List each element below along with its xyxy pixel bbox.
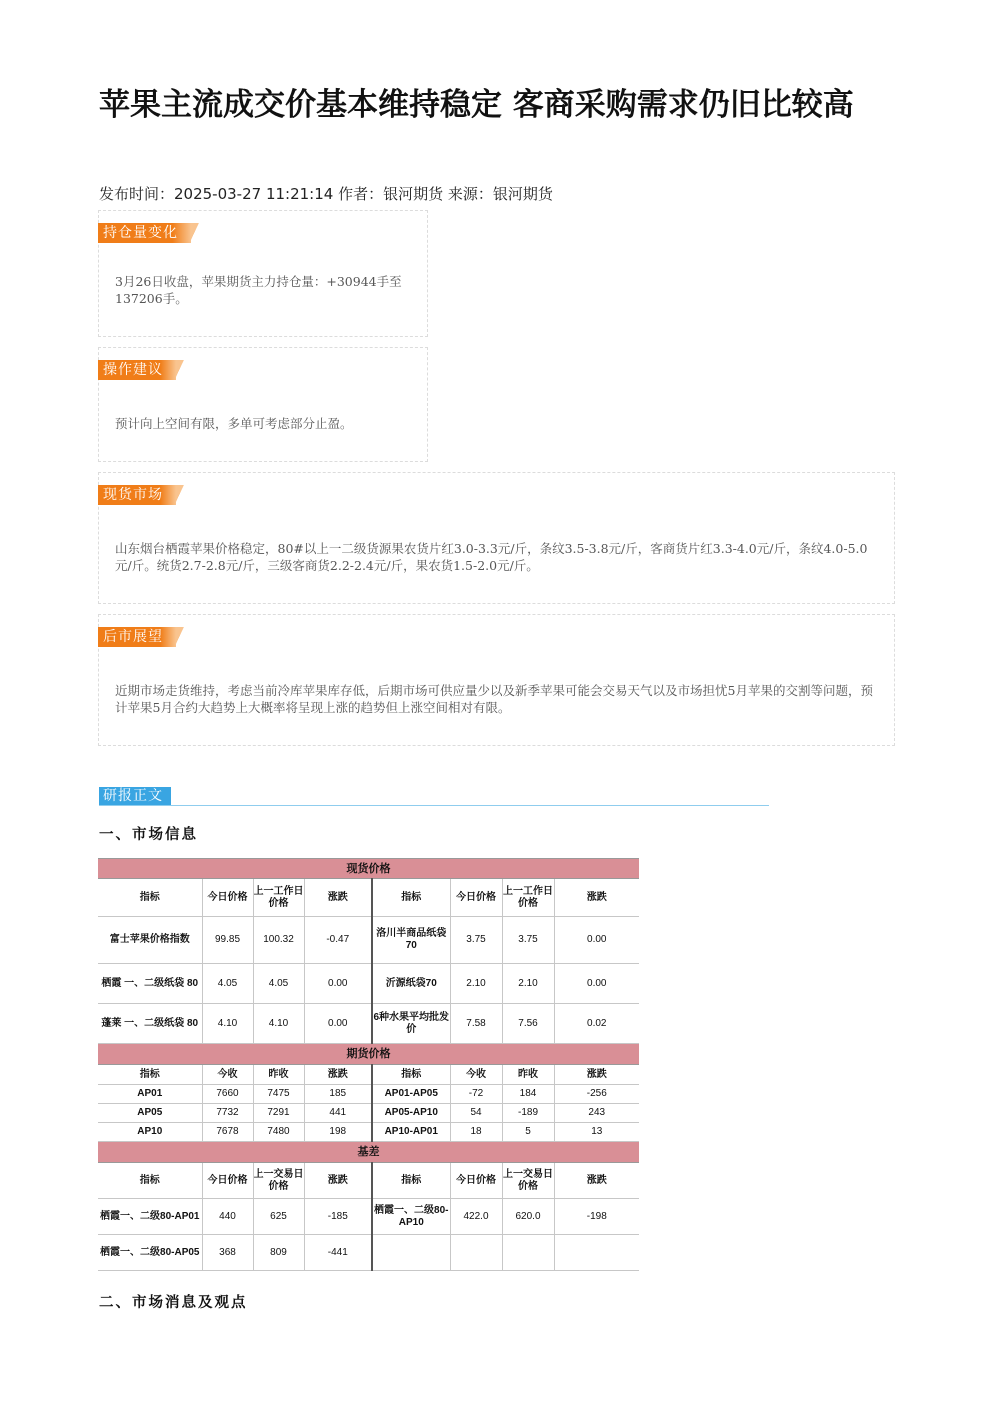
column-header: 涨跌 <box>554 879 639 917</box>
table-cell <box>450 1235 502 1271</box>
column-header: 指标 <box>98 1065 202 1085</box>
column-header: 今日价格 <box>450 1163 502 1199</box>
table-cell: 3.75 <box>502 917 554 964</box>
table-cell: 栖霞一、二级80-AP05 <box>98 1235 202 1271</box>
column-header: 今日价格 <box>202 879 253 917</box>
table-cell: 441 <box>304 1104 372 1123</box>
report-body-divider <box>99 805 769 806</box>
table-cell: 198 <box>304 1123 372 1142</box>
table-cell: 沂源纸袋70 <box>372 964 450 1004</box>
table-row <box>98 964 639 1004</box>
table-cell: 100.32 <box>253 917 304 964</box>
table-cell: AP05 <box>98 1104 202 1123</box>
column-header: 涨跌 <box>304 879 372 917</box>
table-row <box>98 917 639 964</box>
table-cell: 4.05 <box>253 964 304 1004</box>
position-change-box <box>98 210 428 337</box>
table-cell: 13 <box>554 1123 639 1142</box>
table-cell: 0.00 <box>554 917 639 964</box>
column-header: 上一工作日价格 <box>502 879 554 917</box>
table-cell: 18 <box>450 1123 502 1142</box>
table-cell: 4.10 <box>253 1004 304 1044</box>
column-header: 今日价格 <box>202 1163 253 1199</box>
table-cell: -441 <box>304 1235 372 1271</box>
table-cell: 368 <box>202 1235 253 1271</box>
table-cell: 809 <box>253 1235 304 1271</box>
column-header: 涨跌 <box>554 1163 639 1199</box>
column-header: 今收 <box>450 1065 502 1085</box>
table-cell: 184 <box>502 1085 554 1104</box>
outlook-text: 近期市场走货维持，考虑当前冷库苹果库存低，后期市场可供应量少以及新季苹果可能会交易天气以及市场担忧5月苹果的交割等问题，预计苹果5月合约大趋势上大概率将呈现上涨的趋势但上涨空间相对有限。 <box>115 683 873 715</box>
basis-band-row <box>98 1142 639 1163</box>
table-row <box>98 1235 639 1271</box>
article-meta: 发布时间：2025-03-27 11:21:14 作者：银河期货 来源：银河期货 <box>99 185 553 203</box>
table-cell: AP10 <box>98 1123 202 1142</box>
table-cell: 625 <box>253 1199 304 1235</box>
spot-band-row <box>98 859 639 879</box>
table-cell: 0.00 <box>304 1004 372 1044</box>
table-cell <box>502 1235 554 1271</box>
column-header: 涨跌 <box>554 1065 639 1085</box>
table-cell: 185 <box>304 1085 372 1104</box>
table-cell: 7660 <box>202 1085 253 1104</box>
table-cell: 栖霞一、二级80-AP01 <box>98 1199 202 1235</box>
table-row <box>98 1104 639 1123</box>
article-title: 苹果主流成交价基本维持稳定 客商采购需求仍旧比较高 <box>99 87 854 123</box>
futures-header-row <box>98 1065 639 1085</box>
table-cell: 422.0 <box>450 1199 502 1235</box>
table-cell: -0.47 <box>304 917 372 964</box>
column-header: 上一交易日价格 <box>502 1163 554 1199</box>
column-header: 指标 <box>372 1065 450 1085</box>
table-cell: 0.00 <box>554 964 639 1004</box>
column-header: 今日价格 <box>450 879 502 917</box>
column-header: 上一工作日价格 <box>253 879 304 917</box>
table-cell: 99.85 <box>202 917 253 964</box>
position-change-tag: 持仓量变化 <box>98 223 191 243</box>
futures-band-row <box>98 1044 639 1065</box>
spot-market-text: 山东烟台栖霞苹果价格稳定，80#以上一二级货源果农货片红3.0-3.3元/斤，条纹3.5-3.8元/斤，客商货片红3.3-4.0元/斤，条纹4.0-5.0元/斤。统货2.7-2.8元/斤，三级客商货2.2-2.4元/斤，果农货1.5-2.0元/斤。 <box>115 541 868 573</box>
table-cell: 0.00 <box>304 964 372 1004</box>
spot-market-tag: 现货市场 <box>98 485 176 505</box>
position-change-text: 3月26日收盘，苹果期货主力持仓量：+30944手至137206手。 <box>115 274 402 306</box>
column-header: 今收 <box>202 1065 253 1085</box>
table-cell: 440 <box>202 1199 253 1235</box>
market-info-table <box>98 858 639 1271</box>
table-cell: 洛川半商品纸袋70 <box>372 917 450 964</box>
section-market-news: 二、市场消息及观点 <box>99 1295 248 1311</box>
table-cell: 栖霞 一、二级纸袋 80 <box>98 964 202 1004</box>
table-cell: 2.10 <box>450 964 502 1004</box>
column-header: 涨跌 <box>304 1065 372 1085</box>
basis-header-row <box>98 1163 639 1199</box>
table-row <box>98 1123 639 1142</box>
table-cell: -256 <box>554 1085 639 1104</box>
column-header: 指标 <box>372 1163 450 1199</box>
table-cell: 5 <box>502 1123 554 1142</box>
outlook-box <box>98 614 895 746</box>
table-cell: 620.0 <box>502 1199 554 1235</box>
spot-market-box <box>98 472 895 604</box>
basis-band-title: 基差 <box>98 1142 639 1163</box>
table-cell: 54 <box>450 1104 502 1123</box>
column-header: 涨跌 <box>304 1163 372 1199</box>
table-cell: 7475 <box>253 1085 304 1104</box>
table-cell: 富士苹果价格指数 <box>98 917 202 964</box>
table-cell: 2.10 <box>502 964 554 1004</box>
operation-advice-tag: 操作建议 <box>98 360 176 380</box>
table-row <box>98 1199 639 1235</box>
spot-header-row <box>98 879 639 917</box>
table-cell: -185 <box>304 1199 372 1235</box>
table-cell: 4.10 <box>202 1004 253 1044</box>
column-header: 指标 <box>98 879 202 917</box>
table-cell: AP01 <box>98 1085 202 1104</box>
table-cell: AP10-AP01 <box>372 1123 450 1142</box>
column-header: 昨收 <box>502 1065 554 1085</box>
table-cell: AP05-AP10 <box>372 1104 450 1123</box>
table-cell: 7.56 <box>502 1004 554 1044</box>
table-cell: 7678 <box>202 1123 253 1142</box>
table-cell: 7.58 <box>450 1004 502 1044</box>
outlook-tag: 后市展望 <box>98 627 176 647</box>
column-header: 昨收 <box>253 1065 304 1085</box>
table-cell: 7291 <box>253 1104 304 1123</box>
table-cell: 蓬莱 一、二级纸袋 80 <box>98 1004 202 1044</box>
report-body-tag: 研报正文 <box>99 787 171 806</box>
column-header: 上一交易日价格 <box>253 1163 304 1199</box>
futures-band-title: 期货价格 <box>98 1044 639 1065</box>
table-cell: 0.02 <box>554 1004 639 1044</box>
column-header: 指标 <box>98 1163 202 1199</box>
table-cell: -189 <box>502 1104 554 1123</box>
spot-band-title: 现货价格 <box>98 859 639 879</box>
table-cell: -198 <box>554 1199 639 1235</box>
table-cell: -72 <box>450 1085 502 1104</box>
section-market-info: 一、市场信息 <box>99 827 198 843</box>
operation-advice-box <box>98 347 428 462</box>
table-cell: 243 <box>554 1104 639 1123</box>
column-header: 指标 <box>372 879 450 917</box>
table-cell: 7732 <box>202 1104 253 1123</box>
table-row <box>98 1004 639 1044</box>
table-cell <box>372 1235 450 1271</box>
table-cell: 栖霞一、二级80-AP10 <box>372 1199 450 1235</box>
table-cell: 6种水果平均批发价 <box>372 1004 450 1044</box>
table-cell: 4.05 <box>202 964 253 1004</box>
table-cell: 7480 <box>253 1123 304 1142</box>
operation-advice-text: 预计向上空间有限，多单可考虑部分止盈。 <box>115 416 353 431</box>
table-cell: 3.75 <box>450 917 502 964</box>
table-cell: AP01-AP05 <box>372 1085 450 1104</box>
table-row <box>98 1085 639 1104</box>
table-cell <box>554 1235 639 1271</box>
